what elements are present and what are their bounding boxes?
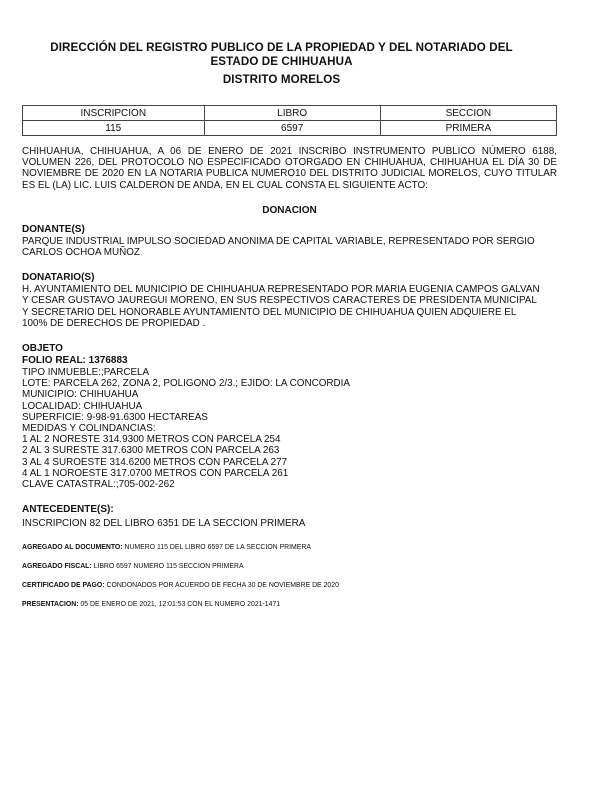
act-heading: DONACION xyxy=(262,204,317,216)
registry-header-libro: LIBRO xyxy=(204,106,380,121)
footer-note-agregado-fiscal xyxy=(22,562,541,571)
footer-note-label: CERTIFICADO DE PAGO: xyxy=(22,582,105,590)
objeto-line: MUNICIPIO: CHIHUAHUA xyxy=(22,389,139,401)
registry-header-seccion: SECCION xyxy=(380,106,556,121)
donatario-text: H. AYUNTAMIENTO DEL MUNICIPIO DE CHIHUAHUA REPRESENTADO POR MARIA EUGENIA CAMPOS GALVAN Y CESAR GUSTAVO JAUREGUI MORENO, EN SUS RESPECTIVOS CARACTERES DE PRESIDENTA MUNICIPAL Y SECRETARIO DEL HONORABLE AYUNTAMIENTO DEL MUNICIPIO DE CHIHUAHUA QUIEN ADQUIERE EL 100% DE DERECHOS DE PROPIEDAD . xyxy=(22,284,540,329)
registry-table-value-row xyxy=(23,121,557,136)
objeto-line: MEDIDAS Y COLINDANCIAS: xyxy=(22,423,156,435)
folio-real: FOLIO REAL: 1376883 xyxy=(22,355,128,367)
registry-header-inscripcion: INSCRIPCION xyxy=(23,106,205,121)
footer-note-label: AGREGADO FISCAL: xyxy=(22,563,92,571)
footer-note-text: LIBRO 6597 NUMERO 115 SECCION PRIMERA xyxy=(91,563,244,571)
objeto-line: 4 AL 1 NOROESTE 317.0700 METROS CON PARCELA 261 xyxy=(22,467,289,479)
donante-heading: DONANTE(S) xyxy=(22,223,85,235)
objeto-line: LOCALIDAD: CHIHUAHUA xyxy=(22,400,143,412)
footer-note-agregado-documento xyxy=(22,543,541,552)
footer-note-certificado-pago xyxy=(22,581,541,590)
registry-value-seccion: PRIMERA xyxy=(380,121,556,136)
footer-note-label: PRESENTACION: xyxy=(22,601,79,609)
registry-table-header-row xyxy=(23,106,557,121)
objeto-line: 3 AL 4 SUROESTE 314.6200 METROS CON PARCELA 277 xyxy=(22,456,288,468)
header-district: DISTRITO MORELOS xyxy=(222,73,341,86)
footer-note-text: NUMERO 115 DEL LIBRO 6597 DE LA SECCION PRIMERA xyxy=(122,544,311,552)
header-line-1: DIRECCIÓN DEL REGISTRO PUBLICO DE LA PROPIEDAD Y DEL NOTARIADO DEL xyxy=(50,41,513,54)
antecedente-heading: ANTECEDENTE(S): xyxy=(22,504,114,516)
registry-value-libro: 6597 xyxy=(204,121,380,136)
registry-value-inscripcion: 115 xyxy=(23,121,205,136)
donatario-heading: DONATARIO(S) xyxy=(22,272,95,284)
objeto-line: LOTE: PARCELA 262, ZONA 2, POLIGONO 2/3.; EJIDO: LA CONCORDIA xyxy=(22,378,350,390)
donante-text: PARQUE INDUSTRIAL IMPULSO SOCIEDAD ANONIMA DE CAPITAL VARIABLE, REPRESENTADO POR SERGIO CARLOS OCHOA MUÑOZ xyxy=(22,235,535,259)
document-page xyxy=(0,41,601,802)
footer-note-text: 05 DE ENERO DE 2021, 12:01:53 CON EL NUMERO 2021-1471 xyxy=(78,601,281,609)
objeto-line: SUPERFICIE: 9-98-91.6300 HECTAREAS xyxy=(22,411,208,423)
footer-note-label: AGREGADO AL DOCUMENTO: xyxy=(22,544,123,552)
intro-paragraph: CHIHUAHUA, CHIHUAHUA, A 06 DE ENERO DE 2021 INSCRIBO INSTRUMENTO PUBLICO NÚMERO 6188, VOLUMEN 226, DEL PROTOCOLO NO ESPECIFICADO OTORGADO EN CHIHUAHUA, CHIHUAHUA EL DÍA 30 DE NOVIEMBRE DE 2020 EN LA NOTARIA PUBLICA NUMERO10 DEL DISTRITO JUDICIAL MORELOS, CUYO TITULAR ES EL (LA) LIC. LUIS CALDERON DE ANDA, EN EL CUAL CONSTA EL SIGUIENTE ACTO: xyxy=(22,146,557,191)
header-line-2: ESTADO DE CHIHUAHUA xyxy=(210,55,353,68)
objeto-line: 1 AL 2 NORESTE 314.9300 METROS CON PARCELA 254 xyxy=(22,434,281,446)
objeto-line: 2 AL 3 SURESTE 317.6300 METROS CON PARCELA 263 xyxy=(22,445,280,457)
objeto-line: TIPO INMUEBLE:;PARCELA xyxy=(22,367,150,379)
objeto-details xyxy=(22,367,541,490)
registry-table xyxy=(22,105,557,136)
objeto-line: CLAVE CATASTRAL:;705-002-262 xyxy=(22,479,175,491)
objeto-heading: OBJETO xyxy=(22,343,63,355)
footer-note-text: CONDONADOS POR ACUERDO DE FECHA 30 DE NOVIEMBRE DE 2020 xyxy=(104,582,339,590)
footer-note-presentacion xyxy=(22,600,541,609)
antecedente-text: INSCRIPCION 82 DEL LIBRO 6351 DE LA SECCION PRIMERA xyxy=(22,518,306,530)
